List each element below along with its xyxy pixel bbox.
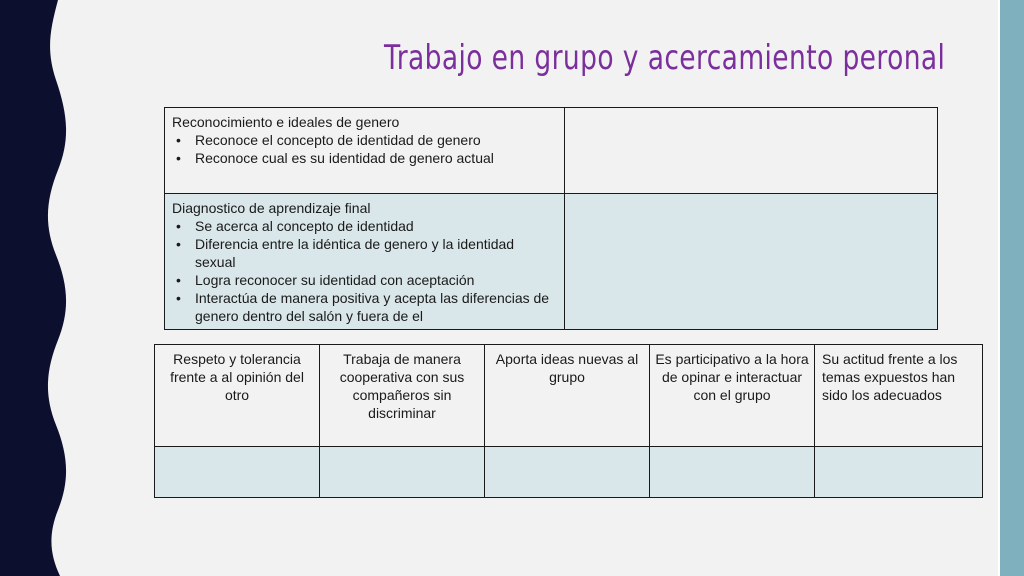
criteria-heading: Diagnostico de aprendizaje final xyxy=(172,200,371,216)
empty-cell xyxy=(485,447,650,498)
list-item: • Se acerca al concepto de identidad xyxy=(172,217,558,235)
column-header: Respeto y tolerancia frente a al opinión del otro xyxy=(155,345,320,447)
empty-cell xyxy=(320,447,485,498)
list-item: • Reconoce el concepto de identidad de genero xyxy=(172,131,558,149)
left-wave-decoration xyxy=(0,0,80,576)
evaluation-table xyxy=(154,344,983,498)
criteria-cell xyxy=(165,194,565,330)
list-item: • Diferencia entre la idéntica de genero y la identidad sexual xyxy=(172,235,558,271)
criteria-list xyxy=(172,217,558,325)
empty-cell xyxy=(815,447,983,498)
table-row xyxy=(165,108,938,194)
empty-cell xyxy=(155,447,320,498)
list-item: • Logra reconocer su identidad con aceptación xyxy=(172,271,558,289)
right-accent-bar xyxy=(1000,0,1024,576)
table-header-row xyxy=(155,345,983,447)
empty-cell xyxy=(565,108,938,194)
list-item: • Interactúa de manera positiva y acepta las diferencias de genero dentro del salón y fuera de el xyxy=(172,289,558,325)
criteria-heading: Reconocimiento e ideales de genero xyxy=(172,114,400,130)
column-header: Es participativo a la hora de opinar e interactuar con el grupo xyxy=(650,345,815,447)
empty-cell xyxy=(565,194,938,330)
criteria-table xyxy=(164,107,938,330)
empty-cell xyxy=(650,447,815,498)
criteria-cell xyxy=(165,108,565,194)
table-row xyxy=(155,447,983,498)
column-header: Trabaja de manera cooperativa con sus compañeros sin discriminar xyxy=(320,345,485,447)
table-row xyxy=(165,194,938,330)
slide-title: Trabajo en grupo y acercamiento peronal xyxy=(384,38,946,78)
list-item: • Reconoce cual es su identidad de genero actual xyxy=(172,149,558,167)
column-header: Su actitud frente a los temas expuestos han sido los adecuados xyxy=(815,345,983,447)
criteria-list xyxy=(172,131,558,167)
column-header: Aporta ideas nuevas al grupo xyxy=(485,345,650,447)
